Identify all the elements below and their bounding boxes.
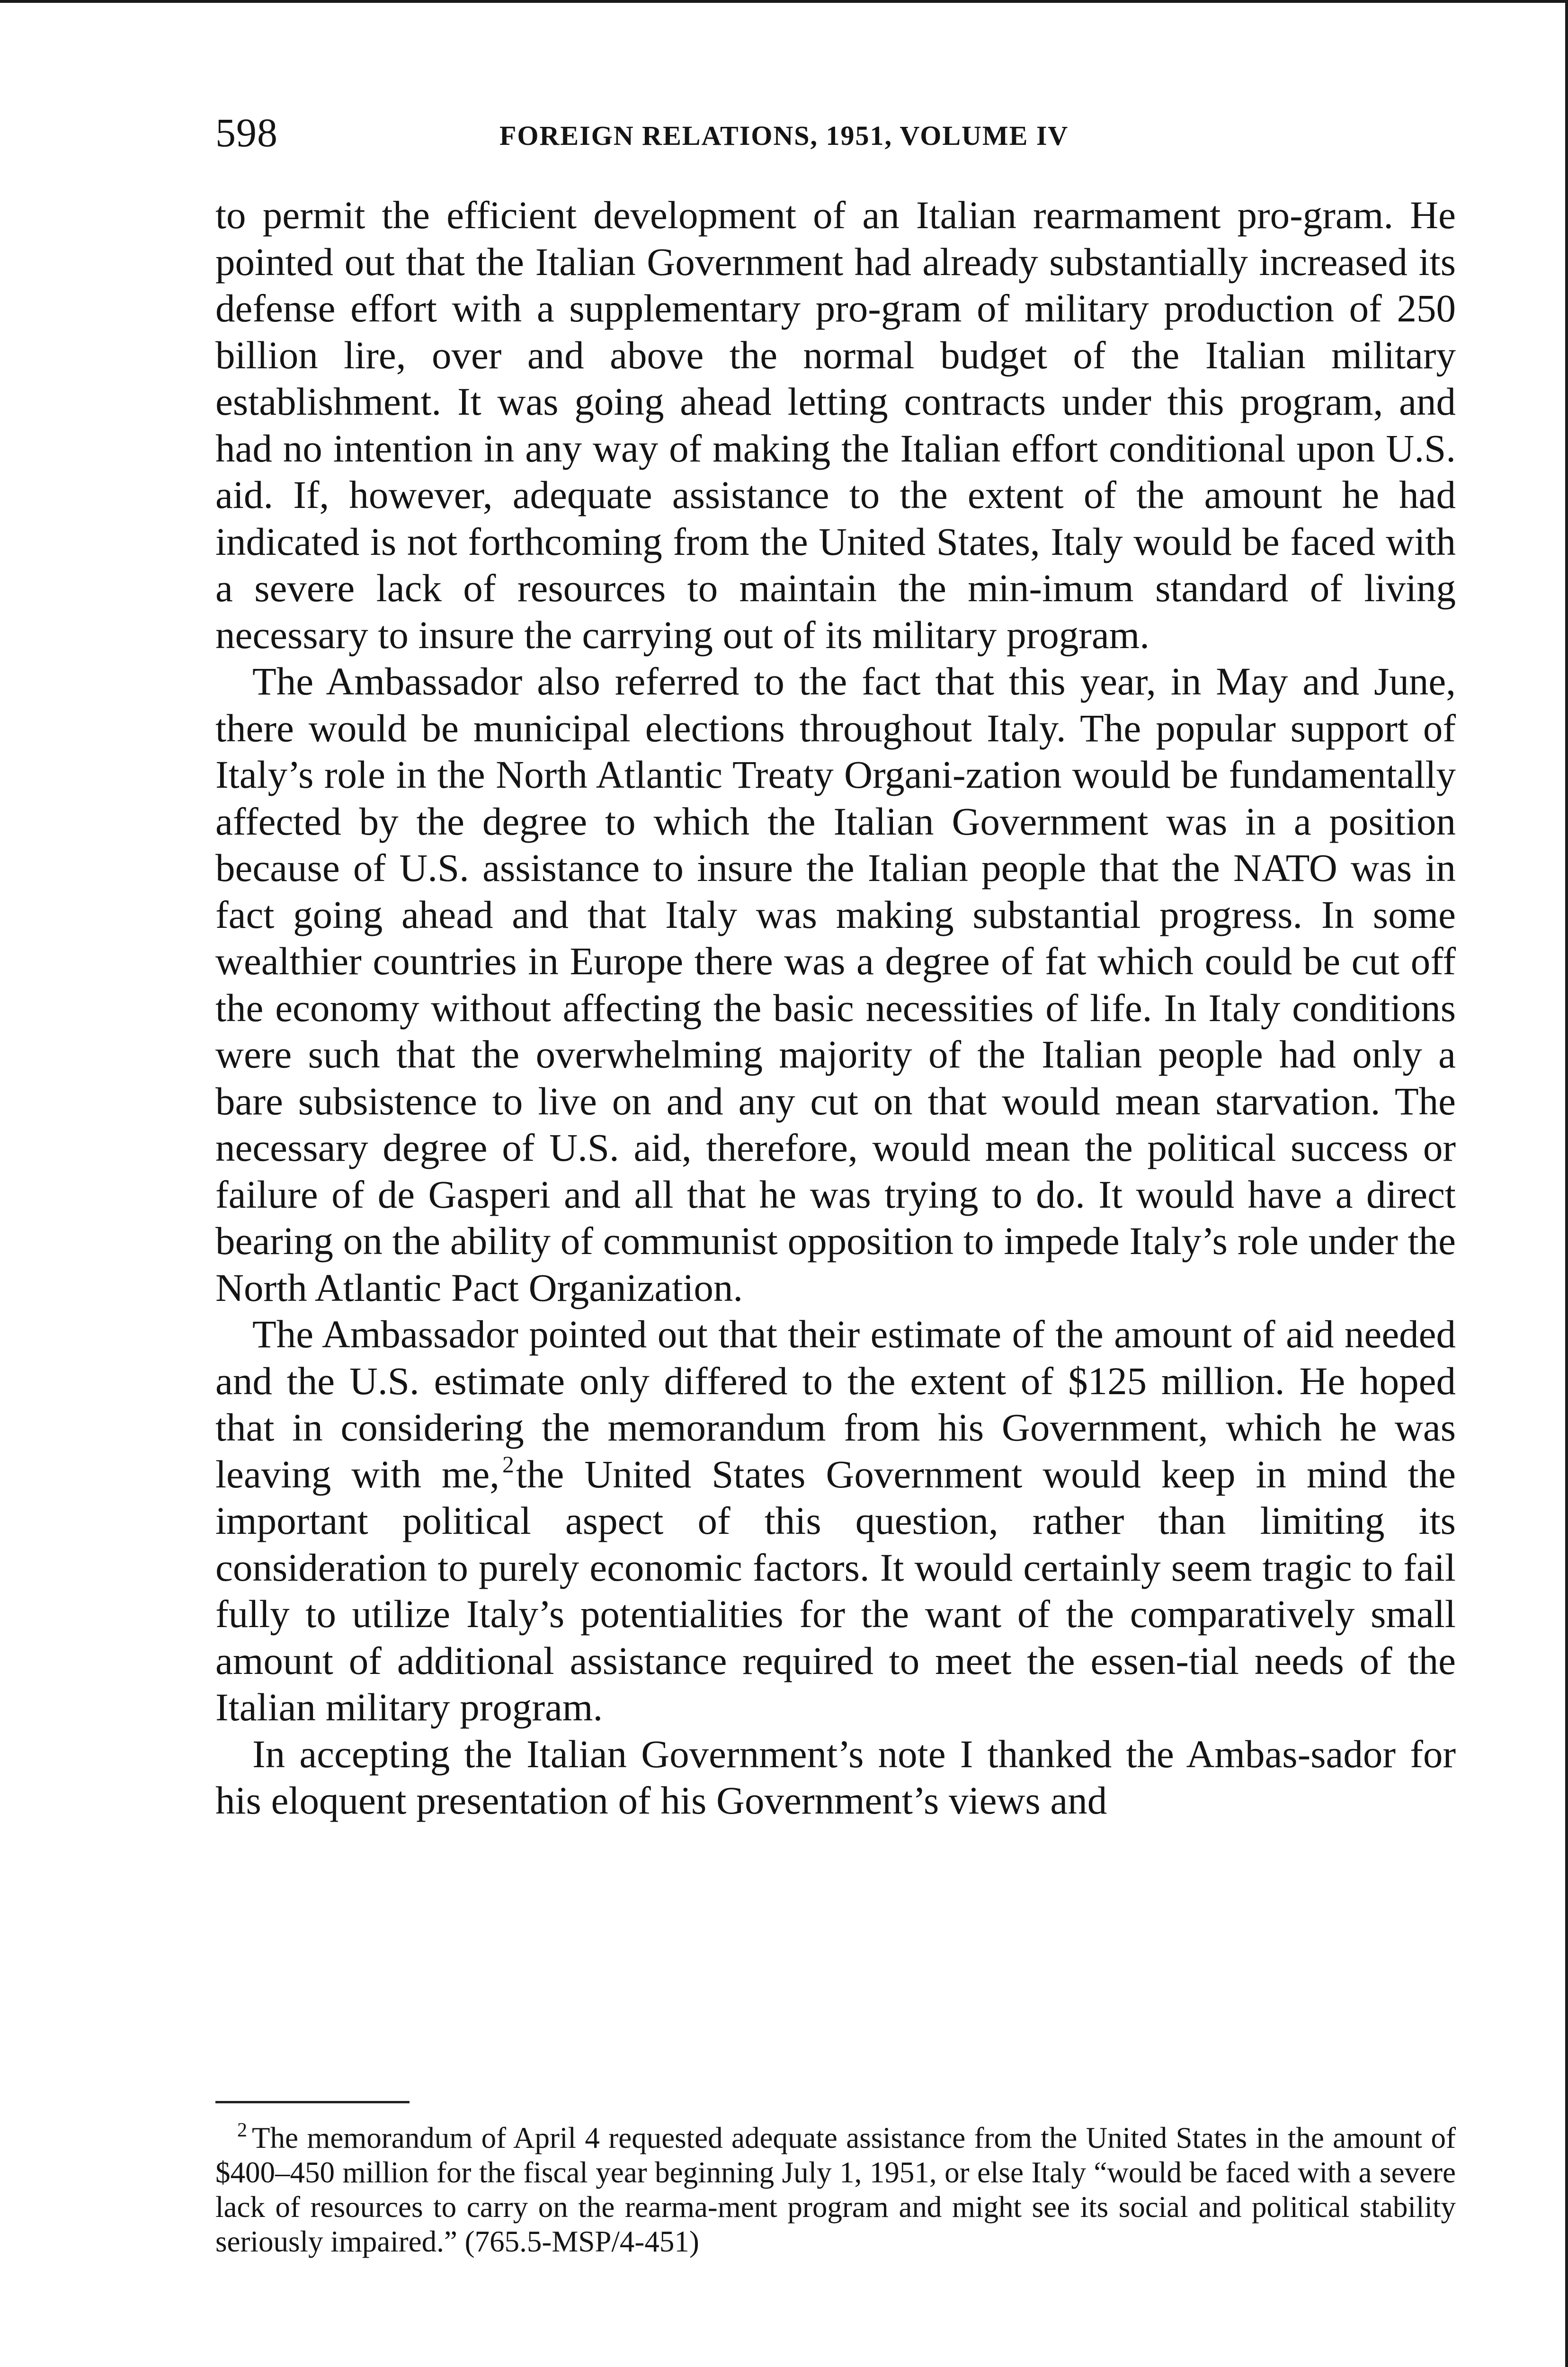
paragraph-1: to permit the efficient development of an Italian rearmament pro-gram. He pointed out that the Italian Government had already substantially increased its defense effort with a supplementary pro-gram of military production of 250 billion lire, over and above the normal budget of the Italian military establishment. It was going ahead letting contracts under this program, and had no intention in any way of making the Italian effort conditional upon U.S. aid. If, however, adequate assistance to the extent of the amount he had indicated is not forthcoming from the United States, Italy would be faced with a severe lack of resources to maintain the min-imum standard of living necessary to insure the carrying out of its military program. bbox=[215, 193, 1456, 657]
footnote-reference[interactable]: 2 bbox=[502, 1450, 514, 1477]
paragraph-3-text-after-ref: the United States Government would keep in mind the important political aspect of this question, rather than limiting its consideration to purely economic factors. It would certainly seem tragic to fail fully to utilize Italy’s potentialities for the want of the comparatively small amount of additional assistance required to meet the essen-tial needs of the Italian military program. bbox=[215, 1452, 1456, 1729]
footnote bbox=[215, 2121, 1456, 2259]
scan-border-top bbox=[0, 0, 1568, 3]
paragraph-3 bbox=[215, 1311, 1456, 1731]
footnote-divider bbox=[215, 2101, 410, 2103]
paragraph-3-text-before-ref: The Ambassador pointed out that their estimate of the amount of aid needed and the U.S. estimate only differed to the extent of $125 million. He hoped that in considering the memorandum from his Government, which he was leaving with me, bbox=[215, 1312, 1456, 1496]
running-head: FOREIGN RELATIONS, 1951, VOLUME IV bbox=[499, 120, 1069, 151]
paragraph-4: In accepting the Italian Government’s note I thanked the Ambas-sador for his eloquent presentation of his Government’s views and bbox=[215, 1732, 1456, 1822]
footnote-text: The memorandum of April 4 requested adequate assistance from the United States in the amount of $400–450 million for the fiscal year beginning July 1, 1951, or else Italy “would be faced with a severe lack of resources to carry on the rearma-ment program and might see its social and political stability seriously impaired.” (765.5-MSP/4-451) bbox=[215, 2121, 1456, 2258]
paragraph-2: The Ambassador also referred to the fact that this year, in May and June, there would be municipal elections throughout Italy. The popular support of Italy’s role in the North Atlantic Treaty Organi-zation would be fundamentally affected by the degree to which the Italian Government was in a position because of U.S. assistance to insure the Italian people that the NATO was in fact going ahead and that Italy was making substantial progress. In some wealthier countries in Europe there was a degree of fat which could be cut off the economy without affecting the basic necessities of life. In Italy conditions were such that the overwhelming majority of the Italian people had only a bare subsistence to live on and any cut on that would mean starvation. The necessary degree of U.S. aid, therefore, would mean the political success or failure of de Gasperi and all that he was trying to do. It would have a direct bearing on the ability of communist opposition to impede Italy’s role under the North Atlantic Pact Organization. bbox=[215, 659, 1456, 1309]
scan-border-right bbox=[1565, 0, 1568, 2367]
page-number: 598 bbox=[215, 110, 278, 155]
page-header bbox=[215, 107, 1456, 163]
footnote-mark: 2 bbox=[237, 2119, 247, 2141]
footnote-paragraph bbox=[215, 2121, 1456, 2259]
body-text bbox=[215, 192, 1456, 1824]
